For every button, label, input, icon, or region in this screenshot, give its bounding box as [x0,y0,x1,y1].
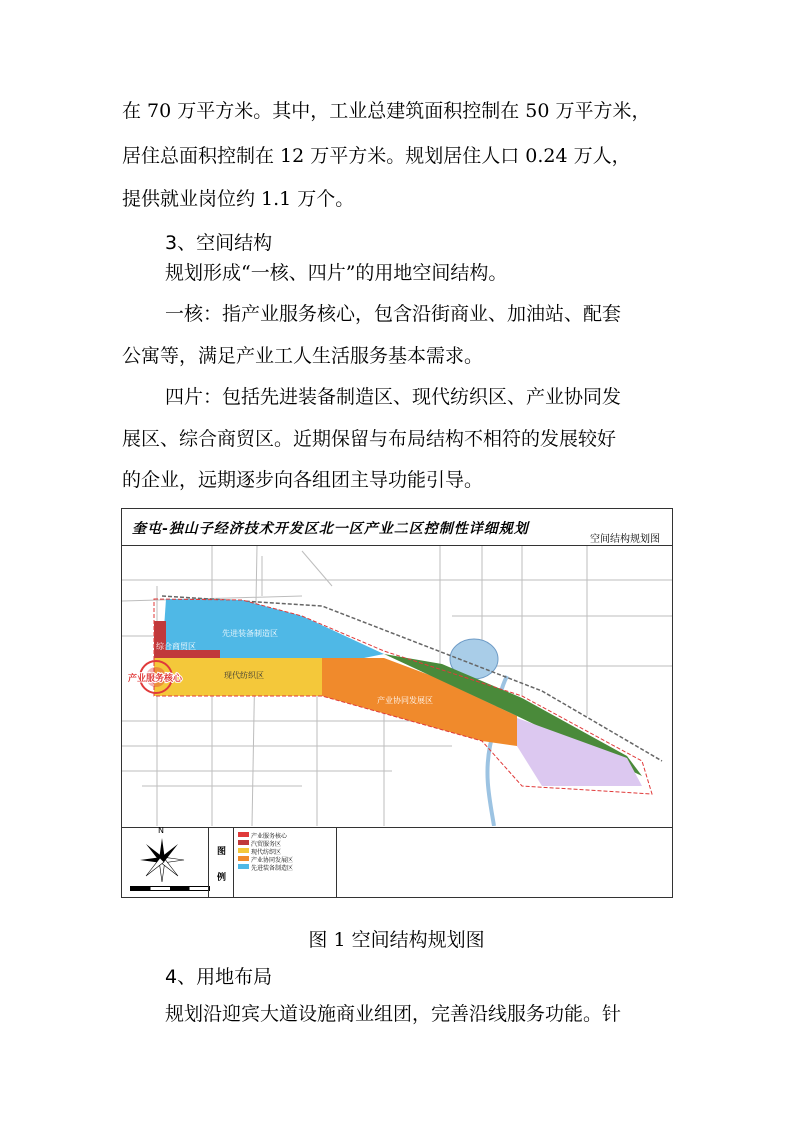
legend-item-label: 产业协同发展区 [251,857,294,864]
map-subtitle: 空间结构规划图 [590,534,660,545]
legend-item-label: 现代纺织区 [251,849,282,856]
label-synergy: 产业协同发展区 [377,696,433,705]
label-textile: 现代纺织区 [224,671,264,680]
section-heading: 3、空间结构 [165,232,273,254]
paragraph-line: 居住总面积控制在 12 万平方米。规划居住人口 0.24 万人， [122,145,631,167]
scale-bar [130,886,210,891]
north-label: N [158,826,164,835]
legend-item-label: 产业服务核心 [251,833,288,840]
paragraph-line: 规划形成“一核、四片”的用地空间结构。 [165,262,508,284]
map-legend-panel [122,827,672,898]
paragraph-line: 四片：包括先进装备制造区、现代纺织区、产业协同发 [165,386,622,408]
label-advanced: 先进装备制造区 [222,629,278,638]
zone-logistics [517,718,642,786]
paragraph-line: 在 70 万平方米。其中，工业总建筑面积控制在 50 万平方米， [122,100,651,122]
paragraph-line: 的企业，远期逐步向各组团主导功能引导。 [122,469,484,491]
legend-item-label: 汽贸服务区 [251,841,282,848]
label-commerce: 综合商贸区 [156,642,196,651]
legend-divider [233,828,234,898]
paragraph-line: 公寓等，满足产业工人生活服务基本需求。 [122,345,484,367]
legend-divider [336,828,337,898]
figure-caption: 图 1 空间结构规划图 [308,929,485,951]
legend-swatch [238,864,249,869]
map-title-bar [122,509,672,546]
paragraph-line: 规划沿迎宾大道设施商业组团，完善沿线服务功能。针 [165,1003,622,1025]
structure-map-figure [121,508,673,898]
legend-divider [208,828,209,898]
paragraph-line: 一核：指产业服务核心，包含沿街商业、加油站、配套 [165,303,622,325]
map-title: 奎屯-独山子经济技术开发区北一区产业二区控制性详细规划 [132,521,529,537]
legend-heading: 例 [217,873,227,883]
paragraph-line: 展区、综合商贸区。近期保留与布局结构不相符的发展较好 [122,428,617,450]
legend-swatch [238,856,249,861]
map-canvas [122,546,672,826]
legend-swatch [238,840,249,845]
legend-item-label: 先进装备制造区 [251,865,294,872]
paragraph-line: 提供就业岗位约 1.1 万个。 [122,188,355,210]
legend-swatch [238,832,249,837]
legend-swatch [238,848,249,853]
legend-heading: 图 [217,847,227,857]
label-core: 产业服务核心 [128,674,183,684]
compass-rose-icon [132,830,192,890]
section-heading: 4、用地布局 [165,966,273,988]
